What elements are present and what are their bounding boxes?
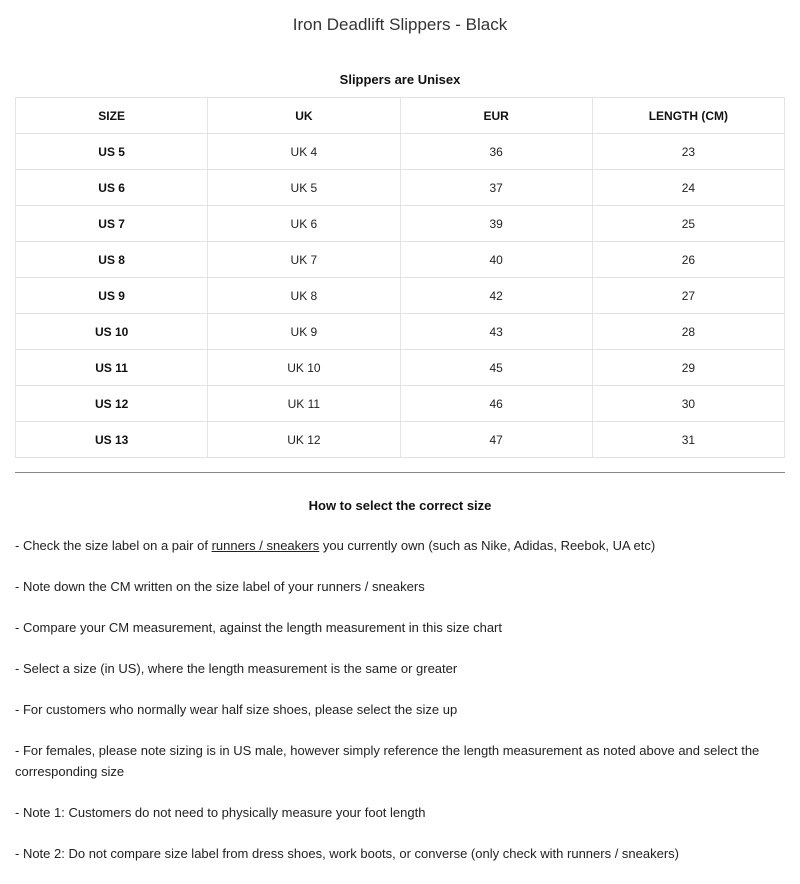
howto-list: [15, 535, 790, 884]
header-size: SIZE: [16, 98, 208, 134]
cell-eur: 46: [400, 386, 592, 422]
cell-uk: UK 6: [208, 206, 400, 242]
cell-uk: UK 10: [208, 350, 400, 386]
cell-size: US 7: [16, 206, 208, 242]
cell-uk: UK 11: [208, 386, 400, 422]
cell-size: US 6: [16, 170, 208, 206]
howto-item: [15, 535, 790, 556]
cell-length: 31: [592, 422, 784, 458]
cell-length: 29: [592, 350, 784, 386]
cell-length: 25: [592, 206, 784, 242]
cell-uk: UK 7: [208, 242, 400, 278]
header-length: LENGTH (CM): [592, 98, 784, 134]
table-row: [16, 134, 785, 170]
cell-length: 23: [592, 134, 784, 170]
cell-length: 28: [592, 314, 784, 350]
size-chart-table: [15, 97, 785, 458]
howto-item: - Note down the CM written on the size label of your runners / sneakers: [15, 579, 425, 594]
table-row: [16, 350, 785, 386]
cell-eur: 45: [400, 350, 592, 386]
cell-length: 30: [592, 386, 784, 422]
header-uk: UK: [208, 98, 400, 134]
runners-sneakers-link[interactable]: runners / sneakers: [211, 538, 320, 553]
cell-eur: 40: [400, 242, 592, 278]
table-row: [16, 314, 785, 350]
cell-uk: UK 12: [208, 422, 400, 458]
divider: [15, 472, 785, 473]
cell-length: 27: [592, 278, 784, 314]
cell-size: US 10: [16, 314, 208, 350]
cell-uk: UK 9: [208, 314, 400, 350]
table-row: [16, 170, 785, 206]
table-caption: Slippers are Unisex: [339, 72, 461, 87]
cell-length: 24: [592, 170, 784, 206]
howto-text: - Check the size label on a pair of: [15, 538, 212, 553]
table-header-row: [16, 98, 785, 134]
howto-heading: How to select the correct size: [308, 498, 492, 513]
cell-eur: 36: [400, 134, 592, 170]
cell-length: 26: [592, 242, 784, 278]
header-eur: EUR: [400, 98, 592, 134]
howto-item: - Compare your CM measurement, against the length measurement in this size chart: [15, 620, 502, 635]
howto-item: - Note 2: Do not compare size label from dress shoes, work boots, or converse (only check with runners / sneakers): [15, 846, 680, 861]
cell-size: US 8: [16, 242, 208, 278]
table-row: [16, 422, 785, 458]
table-row: [16, 206, 785, 242]
howto-item: - Note 1: Customers do not need to physically measure your foot length: [15, 805, 426, 820]
table-row: [16, 242, 785, 278]
table-row: [16, 278, 785, 314]
cell-size: US 9: [16, 278, 208, 314]
howto-item: - For females, please note sizing is in US male, however simply reference the length measurement as noted above and select the corresponding size: [15, 743, 760, 779]
cell-eur: 43: [400, 314, 592, 350]
cell-size: US 13: [16, 422, 208, 458]
cell-size: US 5: [16, 134, 208, 170]
cell-size: US 11: [16, 350, 208, 386]
cell-size: US 12: [16, 386, 208, 422]
howto-item: - For customers who normally wear half size shoes, please select the size up: [15, 702, 458, 717]
cell-uk: UK 8: [208, 278, 400, 314]
cell-eur: 47: [400, 422, 592, 458]
howto-text: you currently own (such as Nike, Adidas, Reebok, UA etc): [319, 538, 656, 553]
cell-uk: UK 5: [208, 170, 400, 206]
cell-uk: UK 4: [208, 134, 400, 170]
cell-eur: 37: [400, 170, 592, 206]
cell-eur: 39: [400, 206, 592, 242]
table-row: [16, 386, 785, 422]
howto-item: - Select a size (in US), where the length measurement is the same or greater: [15, 661, 458, 676]
cell-eur: 42: [400, 278, 592, 314]
page-title: Iron Deadlift Slippers - Black: [292, 15, 508, 34]
